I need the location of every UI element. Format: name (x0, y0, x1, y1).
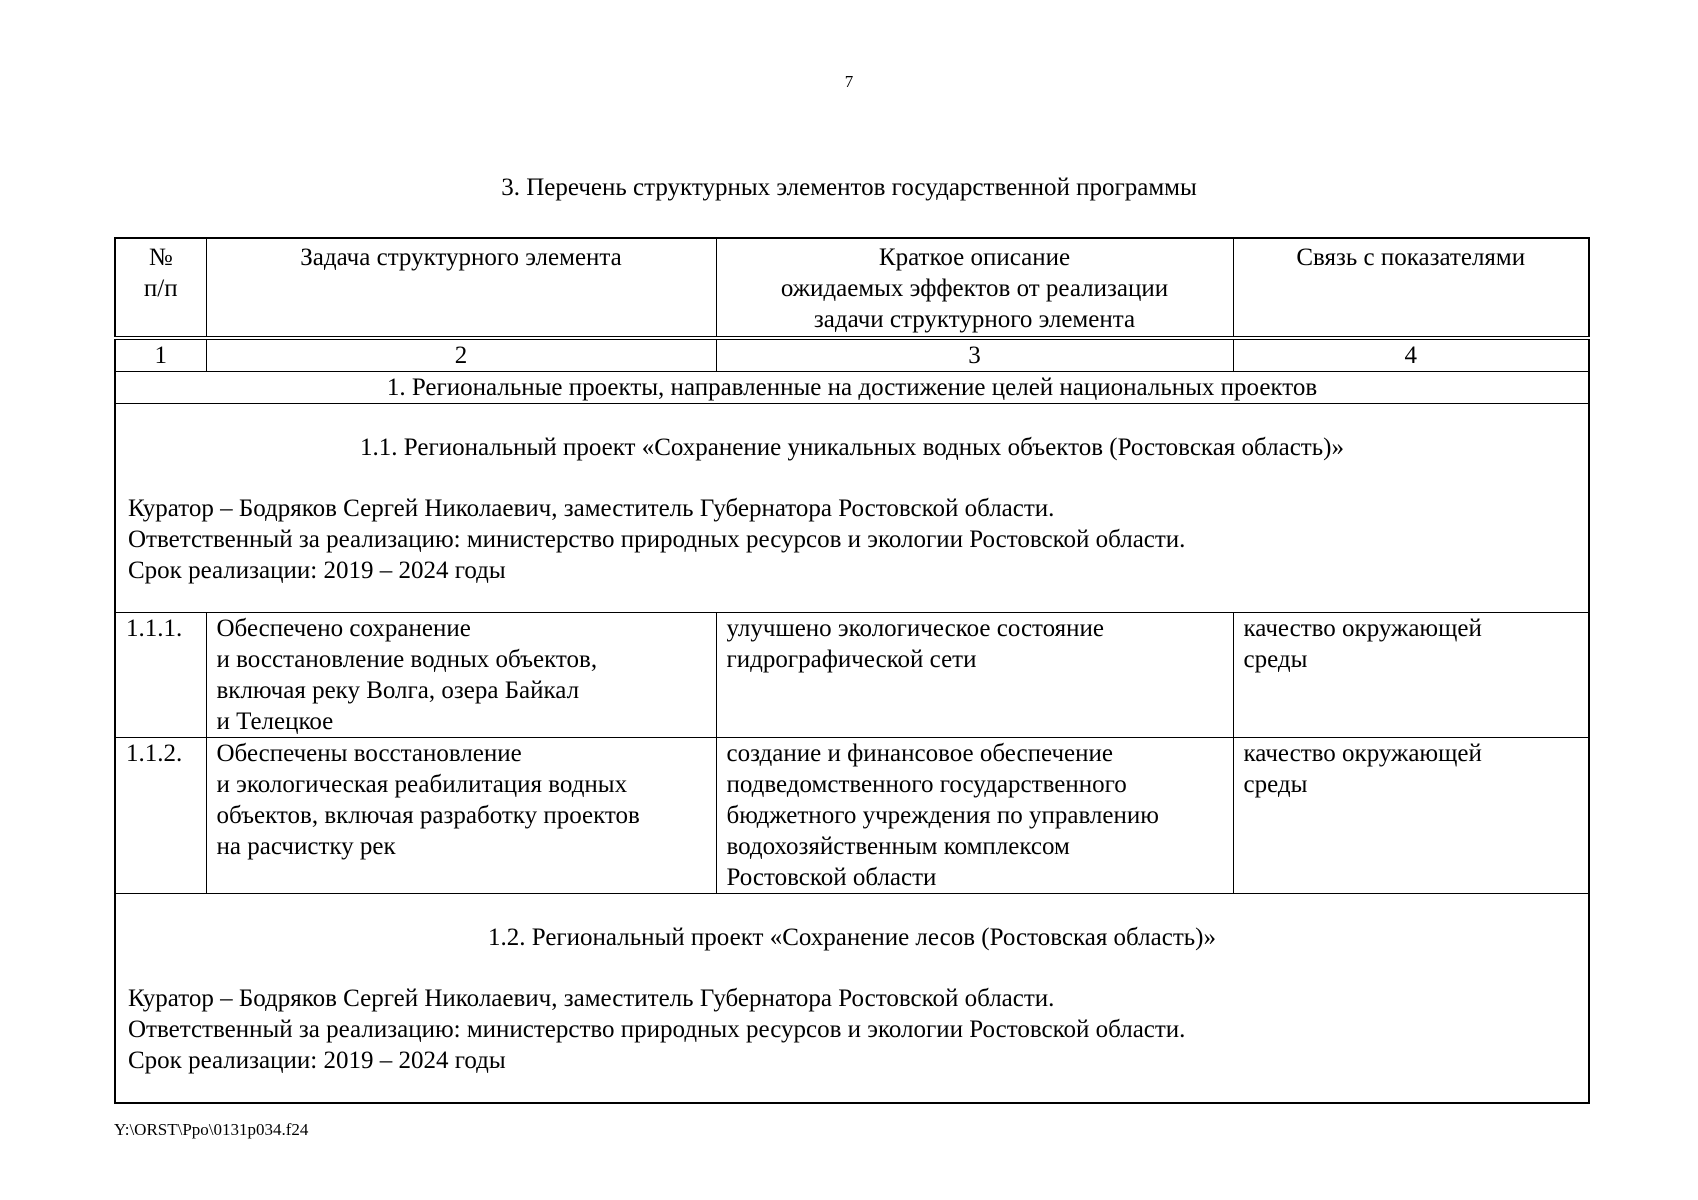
footer-file-path: Y:\ORST\Ppo\0131p034.f24 (114, 1120, 309, 1139)
project-curator: Куратор – Бодряков Сергей Николаевич, заместитель Губернатора Ростовской области. (128, 495, 1055, 522)
project-cell (115, 894, 1589, 1104)
structural-elements-table (114, 237, 1590, 1104)
row-number: 1.1.2. (115, 738, 206, 894)
table-row (115, 738, 1589, 894)
project-responsible: Ответственный за реализацию: министерство природных ресурсов и экологии Ростовской области. (128, 526, 1186, 553)
project-responsible: Ответственный за реализацию: министерство природных ресурсов и экологии Ростовской области. (128, 1016, 1186, 1043)
header-cell-indicators: Связь с показателями (1233, 238, 1589, 338)
section-title: 3. Перечень структурных элементов государственной программы (501, 174, 1197, 201)
column-number-cell: 1 (115, 338, 206, 372)
section-row (115, 372, 1589, 404)
row-indicator: качество окружающей среды (1233, 738, 1589, 894)
project-period: Срок реализации: 2019 – 2024 годы (128, 1047, 506, 1074)
project-cell (115, 404, 1589, 613)
page-number: 7 (844, 72, 854, 91)
header-cell-task: Задача структурного элемента (206, 238, 716, 338)
project-title: 1.1. Региональный проект «Сохранение уникальных водных объектов (Ростовская область)» (360, 434, 1344, 461)
row-task: Обеспечены восстановление и экологическая реабилитация водных объектов, включая разработку проектов на расчистку рек (206, 738, 716, 894)
project-period: Срок реализации: 2019 – 2024 годы (128, 557, 506, 584)
column-number-row (115, 338, 1589, 372)
column-number-cell: 4 (1233, 338, 1589, 372)
project-title: 1.2. Региональный проект «Сохранение лесов (Ростовская область)» (488, 924, 1216, 951)
project-row (115, 894, 1589, 1104)
section-heading: 1. Региональные проекты, направленные на достижение целей национальных проектов (115, 372, 1589, 404)
table-row (115, 613, 1589, 738)
column-number-cell: 2 (206, 338, 716, 372)
project-curator: Куратор – Бодряков Сергей Николаевич, заместитель Губернатора Ростовской области. (128, 985, 1055, 1012)
header-cell-effects: Краткое описание ожидаемых эффектов от реализации задачи структурного элемента (716, 238, 1233, 338)
row-effect: создание и финансовое обеспечение подведомственного государственного бюджетного учреждения по управлению водохозяйственным комплексом Ростовской области (716, 738, 1233, 894)
project-row (115, 404, 1589, 613)
row-number: 1.1.1. (115, 613, 206, 738)
header-cell-number: № п/п (115, 238, 206, 338)
column-number-cell: 3 (716, 338, 1233, 372)
row-task: Обеспечено сохранение и восстановление водных объектов, включая реку Волга, озера Байкал и Телецкое (206, 613, 716, 738)
row-indicator: качество окружающей среды (1233, 613, 1589, 738)
row-effect: улучшено экологическое состояние гидрографической сети (716, 613, 1233, 738)
table-header-row (115, 238, 1589, 338)
